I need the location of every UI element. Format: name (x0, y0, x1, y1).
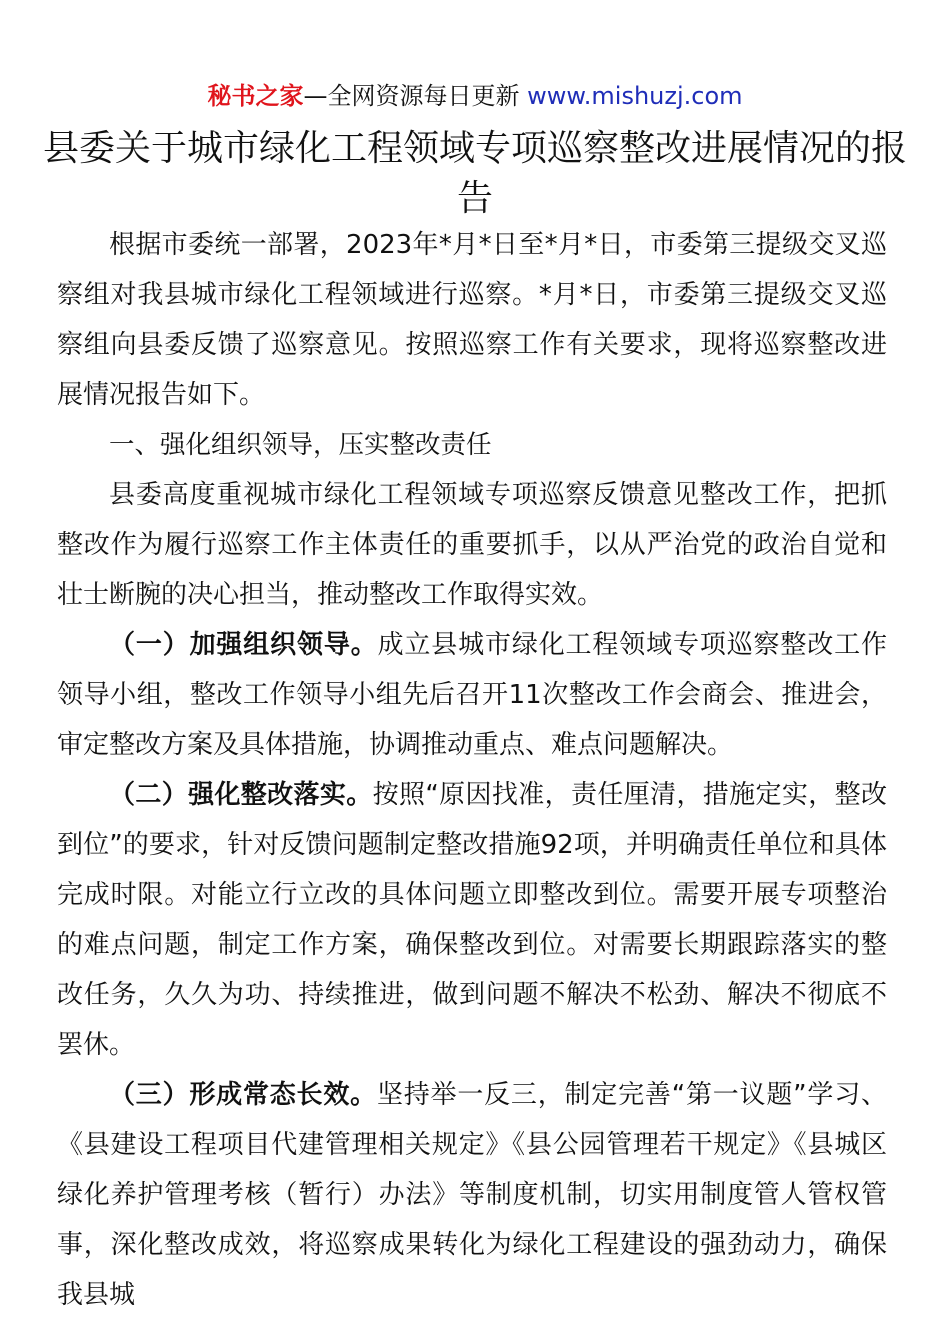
document-body (57, 220, 887, 1320)
item-body-2: 按照“原因找准，责任厘清，措施定实，整改到位”的要求，针对反馈问题制定整改措施92项，并明确责任单位和具体完成时限。对能立行立改的具体问题立即整改到位。需要开展专项整治的难点问题，制定工作方案，确保整改到位。对需要长期跟踪落实的整改任务，久久为功、持续推进，做到问题不解决不松劲、解决不彻底不罢休。 (57, 780, 887, 1060)
site-brand: 秘书之家 (207, 82, 304, 110)
intro-paragraph: 根据市委统一部署，2023年*月*日至*月*日，市委第三提级交叉巡察组对我县城市绿化工程领域进行巡察。*月*日，市委第三提级交叉巡察组向县委反馈了巡察意见。按照巡察工作有关要求，现将巡察整改进展情况报告如下。 (57, 230, 887, 410)
document-title: 县委关于城市绿化工程领域专项巡察整改进展情况的报告 (42, 128, 907, 219)
site-tagline: —全网资源每日更新 (303, 82, 520, 110)
section-paragraph: 县委高度重视城市绿化工程领域专项巡察反馈意见整改工作，把抓整改作为履行巡察工作主体责任的重要抓手，以从严治党的政治自觉和壮士断腕的决心担当，推动整改工作取得实效。 (57, 480, 887, 610)
item-paragraph-3 (57, 1070, 887, 1320)
section-heading: 一、强化组织领导，压实整改责任 (109, 430, 492, 460)
item-lead-2: （二）强化整改落实。 (109, 780, 373, 810)
item-lead-1: （一）加强组织领导。 (109, 630, 378, 660)
item-lead-3: （三）形成常态长效。 (109, 1080, 377, 1110)
item-body-3: 坚持举一反三，制定完善“第一议题”学习、《县建设工程项目代建管理相关规定》《县公园管理若干规定》《县城区绿化养护管理考核（暂行）办法》等制度机制，切实用制度管人管权管事，深化整改成效，将巡察成果转化为绿化工程建设的强劲动力，确保我县城 (57, 1080, 887, 1310)
site-banner (0, 80, 950, 112)
item-paragraph-1 (57, 620, 887, 770)
site-url-link[interactable]: www.mishuzj.com (527, 82, 743, 110)
item-paragraph-2 (57, 770, 887, 1070)
item-body-1: 成立县城市绿化工程领域专项巡察整改工作领导小组，整改工作领导小组先后召开11次整改工作会商会、推进会，审定整改方案及具体措施，协调推动重点、难点问题解决。 (57, 630, 887, 760)
